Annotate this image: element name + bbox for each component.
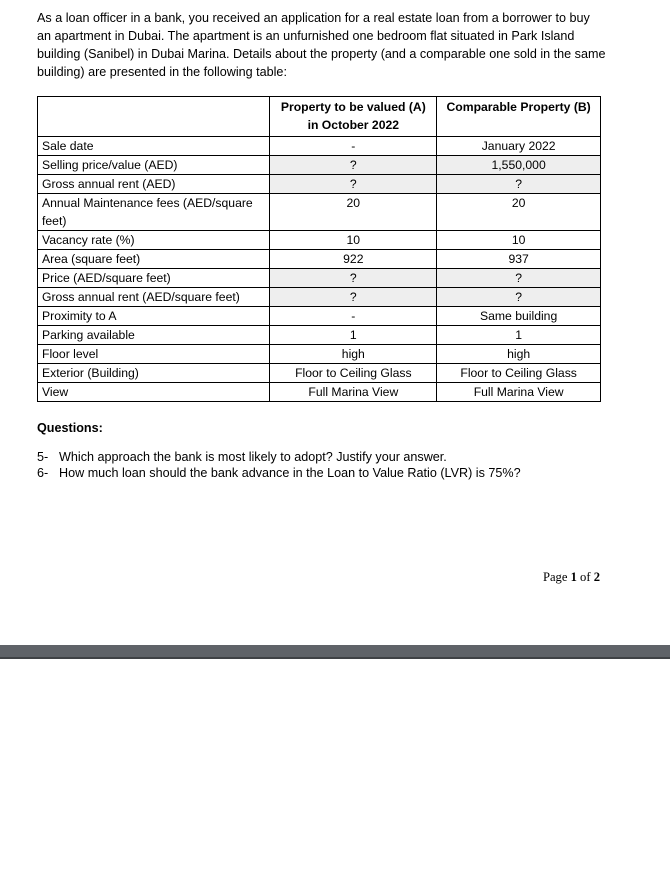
property-a-value: 1 — [270, 326, 437, 345]
property-a-value: 10 — [270, 231, 437, 250]
table-row — [38, 194, 601, 231]
table-row — [38, 269, 601, 288]
table-row — [38, 364, 601, 383]
property-a-value: high — [270, 345, 437, 364]
row-label: Vacancy rate (%) — [38, 231, 270, 250]
question-number: 6- — [37, 466, 49, 480]
row-label: Sale date — [38, 137, 270, 156]
property-a-value: ? — [270, 156, 437, 175]
property-b-value: January 2022 — [437, 137, 601, 156]
property-a-value: 922 — [270, 250, 437, 269]
table-row — [38, 288, 601, 307]
property-b-value: ? — [437, 175, 601, 194]
property-b-value: ? — [437, 269, 601, 288]
row-label: Floor level — [38, 345, 270, 364]
property-a-value: Full Marina View — [270, 383, 437, 402]
page-sep: of — [580, 570, 591, 584]
table-row — [38, 231, 601, 250]
property-b-value: 1 — [437, 326, 601, 345]
question-text: Which approach the bank is most likely to adopt? Justify your answer. — [59, 450, 447, 464]
page-prefix: Page — [542, 570, 568, 584]
row-label: Proximity to A — [38, 307, 270, 326]
row-label: View — [38, 383, 270, 402]
table-row — [38, 383, 601, 402]
questions-list — [37, 449, 597, 481]
question-item — [37, 449, 597, 465]
table-row — [38, 250, 601, 269]
page-number — [543, 570, 600, 585]
header-label — [38, 97, 270, 137]
page-current: 1 — [570, 570, 577, 584]
property-b-value: 10 — [437, 231, 601, 250]
property-b-value: ? — [437, 288, 601, 307]
property-b-value: Same building — [437, 307, 601, 326]
table-row — [38, 137, 601, 156]
question-text: How much loan should the bank advance in the Loan to Value Ratio (LVR) is 75%? — [59, 466, 521, 480]
row-label: Area (square feet) — [38, 250, 270, 269]
question-item — [37, 465, 597, 481]
table-row — [38, 156, 601, 175]
property-b-value: 1,550,000 — [437, 156, 601, 175]
row-label: Price (AED/square feet) — [38, 269, 270, 288]
property-b-value: high — [437, 345, 601, 364]
row-label: Gross annual rent (AED/square feet) — [38, 288, 270, 307]
property-b-value: 937 — [437, 250, 601, 269]
property-comparison-table — [37, 96, 601, 402]
property-b-value: Full Marina View — [437, 383, 601, 402]
property-a-value: ? — [270, 175, 437, 194]
property-a-value: ? — [270, 269, 437, 288]
table-row — [38, 175, 601, 194]
intro-paragraph: As a loan officer in a bank, you received an application for a real estate loan from a borrower to buy an apartment in Dubai. The apartment is an unfurnished one bedroom flat situated in Park Island building (Sanibel) in Dubai Marina. Details about the property (and a comparable one sold in the same building) are presented in the following table: — [37, 11, 606, 79]
row-label: Gross annual rent (AED) — [38, 175, 270, 194]
property-a-value: - — [270, 137, 437, 156]
property-a-value: - — [270, 307, 437, 326]
header-property-a: Property to be valued (A) in October 2022 — [270, 97, 437, 137]
page-divider — [0, 645, 670, 659]
question-number: 5- — [37, 450, 49, 464]
property-b-value: 20 — [437, 194, 601, 231]
property-a-value: Floor to Ceiling Glass — [270, 364, 437, 383]
table-row — [38, 307, 601, 326]
table-row — [38, 326, 601, 345]
property-b-value: Floor to Ceiling Glass — [437, 364, 601, 383]
property-a-value: 20 — [270, 194, 437, 231]
table-header-row — [38, 97, 601, 137]
row-label: Selling price/value (AED) — [38, 156, 270, 175]
row-label: Annual Maintenance fees (AED/square feet) — [38, 194, 270, 231]
property-a-value: ? — [270, 288, 437, 307]
questions-title: Questions: — [37, 421, 103, 435]
page-total: 2 — [593, 570, 600, 584]
row-label: Parking available — [38, 326, 270, 345]
row-label: Exterior (Building) — [38, 364, 270, 383]
header-property-b: Comparable Property (B) — [437, 97, 601, 137]
table-row — [38, 345, 601, 364]
